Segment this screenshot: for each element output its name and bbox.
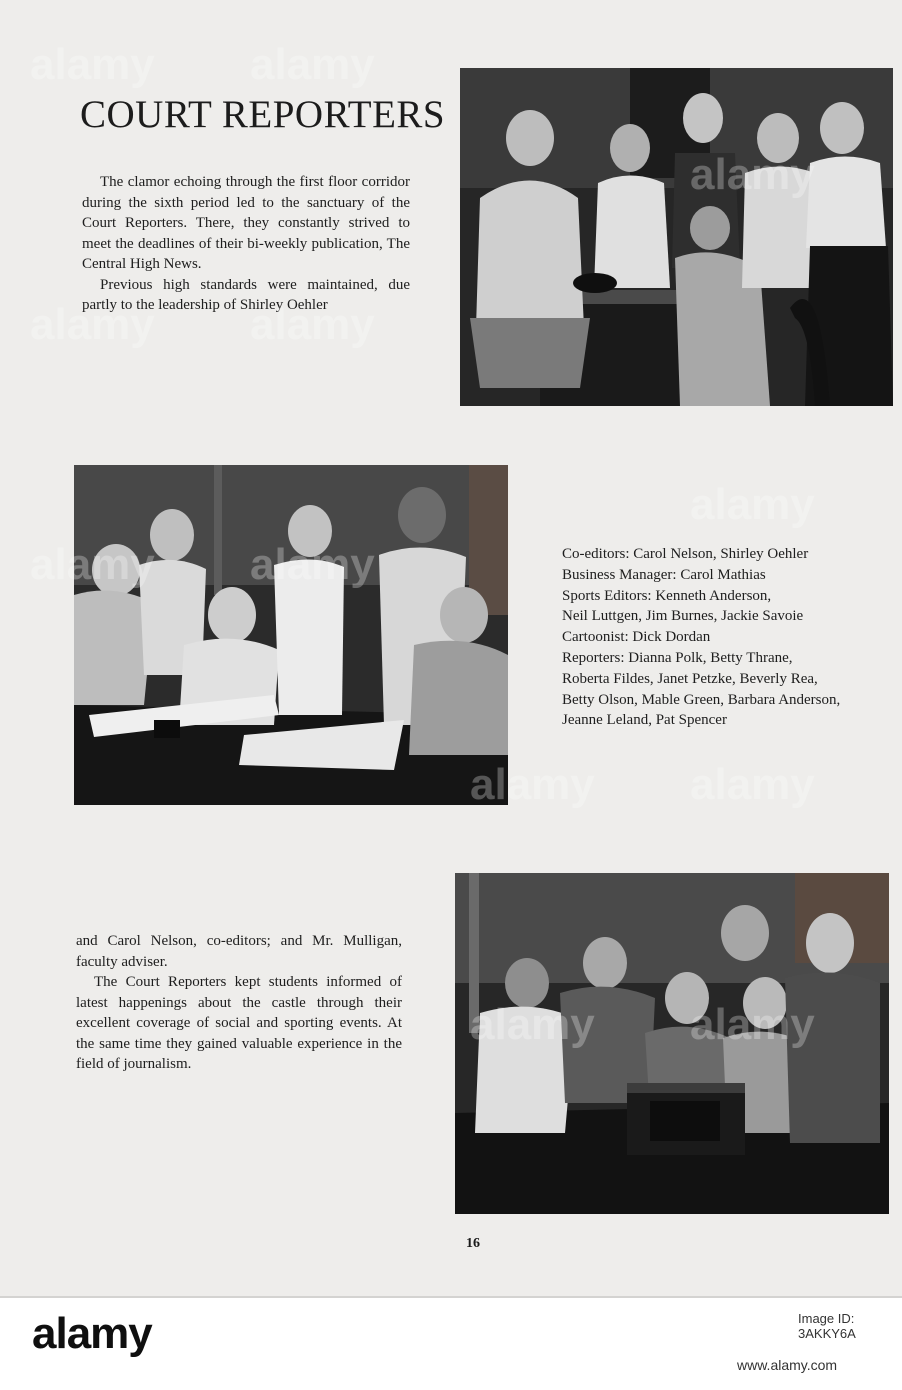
staff-line: Neil Luttgen, Jim Burnes, Jackie Savoie — [562, 608, 804, 625]
staff-line: Cartoonist: Dick Dordan — [562, 629, 711, 646]
intro-paragraph-1: The clamor echoing through the first floor corridor during the sixth period led to the sanctuary of the Court Reporters. There, they constantly strived to meet the deadlines of their bi-weekly publication, The Central High News. — [82, 174, 410, 272]
watermark: alamy — [690, 1000, 815, 1049]
watermark: alamy — [470, 1000, 595, 1049]
watermark: alamy — [690, 480, 815, 529]
alamy-logo[interactable]: alamy — [32, 1309, 152, 1358]
staff-line: Reporters: Dianna Polk, Betty Thrane, — [562, 649, 793, 666]
staff-line: Betty Olson, Mable Green, Barbara Anderson, — [562, 691, 841, 708]
staff-line: Roberta Fildes, Janet Petzke, Beverly Rea, — [562, 670, 818, 687]
watermark: alamy — [250, 540, 375, 589]
site-url[interactable]: www.alamy.com — [737, 1357, 838, 1373]
watermark: alamy — [470, 760, 595, 809]
staff-line: Co-editors: Carol Nelson, Shirley Oehler — [562, 546, 809, 562]
page-title: COURT REPORTERS — [80, 93, 446, 136]
watermark: alamy — [30, 40, 155, 89]
watermark: alamy — [250, 40, 375, 89]
staff-line: Sports Editors: Kenneth Anderson, — [562, 587, 772, 604]
image-id: Image ID: 3AKKY6A — [798, 1311, 856, 1341]
outro-paragraph-2: The Court Reporters kept students informed of latest happenings about the castle through their excellent coverage of social and sporting events. At the same time they gained valuable experience in the field of journalism. — [76, 974, 402, 1072]
intro-paragraph-2: Previous high standards were maintained, due partly to the leadership of Shirley Oehler — [82, 276, 410, 313]
photo-staff-at-desk — [460, 68, 893, 406]
staff-list — [562, 544, 897, 731]
watermark: alamy — [690, 760, 815, 809]
staff-line: Jeanne Leland, Pat Spencer — [562, 712, 727, 729]
watermark: alamy — [690, 150, 815, 199]
outro-text — [76, 931, 402, 1075]
photo-girls-with-newspaper — [74, 465, 508, 805]
intro-text — [82, 172, 410, 316]
watermark: alamy — [30, 540, 155, 589]
staff-line: Business Manager: Carol Mathias — [562, 566, 766, 583]
watermark: alamy — [250, 300, 375, 349]
page-number: 16 — [466, 1236, 480, 1251]
outro-paragraph-1: and Carol Nelson, co-editors; and Mr. Mulligan, faculty adviser. — [76, 933, 402, 970]
watermark: alamy — [30, 300, 155, 349]
